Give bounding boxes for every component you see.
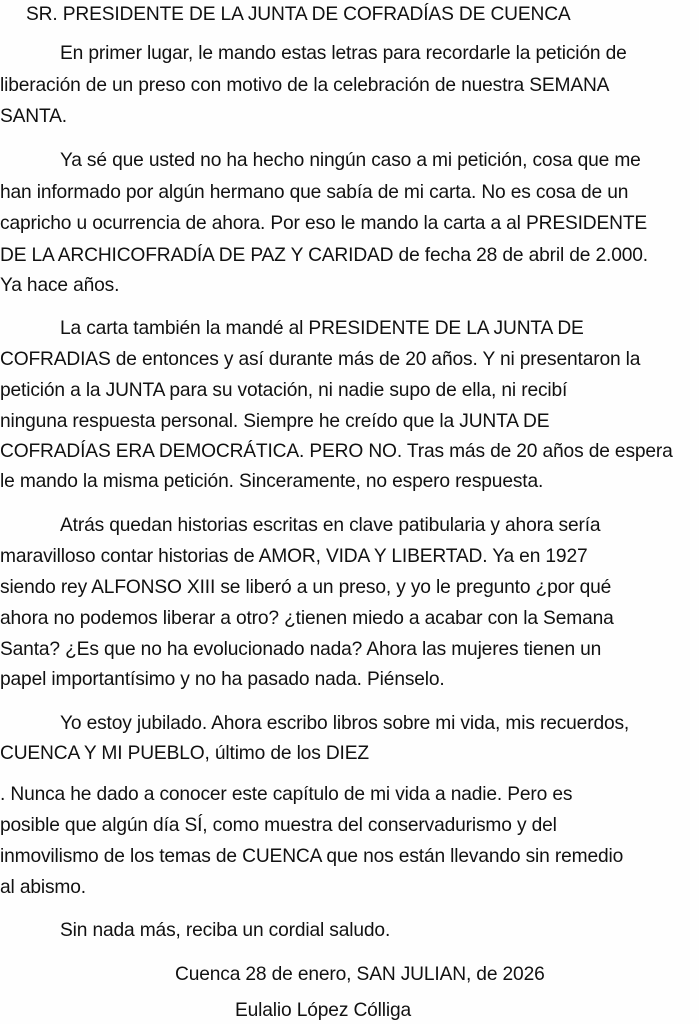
paragraph-2-line-1: Ya sé que usted no ha hecho ningún caso a mi petición, cosa que me xyxy=(60,150,641,171)
paragraph-3-line-6: le mando la misma petición. Sinceramente, no espero respuesta. xyxy=(0,471,544,492)
paragraph-1-line-3: SANTA. xyxy=(0,106,67,127)
paragraph-4-line-2: maravilloso contar historias de AMOR, VIDA Y LIBERTAD. Ya en 1927 xyxy=(0,546,588,567)
paragraph-3-line-3: petición a la JUNTA para su votación, ni nadie supo de ella, ni recibí xyxy=(0,380,568,401)
paragraph-6-line-4: al abismo. xyxy=(0,877,86,898)
paragraph-4-line-1: Atrás quedan historias escritas en clave patibularia y ahora sería xyxy=(60,515,601,536)
paragraph-5-line-1: Yo estoy jubilado. Ahora escribo libros sobre mi vida, mis recuerdos, xyxy=(60,713,630,734)
paragraph-2-line-5: Ya hace años. xyxy=(0,275,120,296)
letter-heading: SR. PRESIDENTE DE LA JUNTA DE COFRADÍAS DE CUENCA xyxy=(26,4,571,25)
paragraph-2-line-2: han informado por algún hermano que sabía de mi carta. No es cosa de un xyxy=(0,182,629,203)
paragraph-6-line-2: posible que algún día SÍ, como muestra del conservadurismo y del xyxy=(0,815,557,836)
paragraph-3-line-4: ninguna respuesta personal. Siempre he creído que la JUNTA DE xyxy=(0,411,550,432)
paragraph-4-line-5: Santa? ¿Es que no ha evolucionado nada? Ahora las mujeres tienen un xyxy=(0,639,602,660)
paragraph-4-line-6: papel importantísimo y no ha pasado nada. Piénselo. xyxy=(0,669,445,690)
place-date: Cuenca 28 de enero, SAN JULIAN, de 2026 xyxy=(175,964,545,985)
paragraph-4-line-4: ahora no podemos liberar a otro? ¿tienen miedo a acabar con la Semana xyxy=(0,608,614,629)
paragraph-5-line-2: CUENCA Y MI PUEBLO, último de los DIEZ xyxy=(0,743,369,764)
paragraph-1-line-2: liberación de un preso con motivo de la celebración de nuestra SEMANA xyxy=(0,75,610,96)
paragraph-2-line-4: DE LA ARCHICOFRADÍA DE PAZ Y CARIDAD de fecha 28 de abril de 2.000. xyxy=(0,245,648,266)
paragraph-3-line-2: COFRADIAS de entonces y así durante más de 20 años. Y ni presentaron la xyxy=(0,349,641,370)
paragraph-4-line-3: siendo rey ALFONSO XIII se liberó a un preso, y yo le pregunto ¿por qué xyxy=(0,577,612,598)
paragraph-6-line-3: inmovilismo de los temas de CUENCA que nos están llevando sin remedio xyxy=(0,846,624,867)
paragraph-3-line-1: La carta también la mandé al PRESIDENTE DE LA JUNTA DE xyxy=(60,318,584,339)
paragraph-2-line-3: capricho u ocurrencia de ahora. Por eso le mando la carta a al PRESIDENTE xyxy=(0,213,648,234)
paragraph-6-line-1: . Nunca he dado a conocer este capítulo de mi vida a nadie. Pero es xyxy=(0,784,573,805)
paragraph-1-line-1: En primer lugar, le mando estas letras para recordarle la petición de xyxy=(60,43,627,64)
closing-salutation: Sin nada más, reciba un cordial saludo. xyxy=(60,920,391,941)
paragraph-3-line-5: COFRADÍAS ERA DEMOCRÁTICA. PERO NO. Tras más de 20 años de espera xyxy=(0,441,673,462)
signature-name: Eulalio López Cólliga xyxy=(235,1000,412,1021)
